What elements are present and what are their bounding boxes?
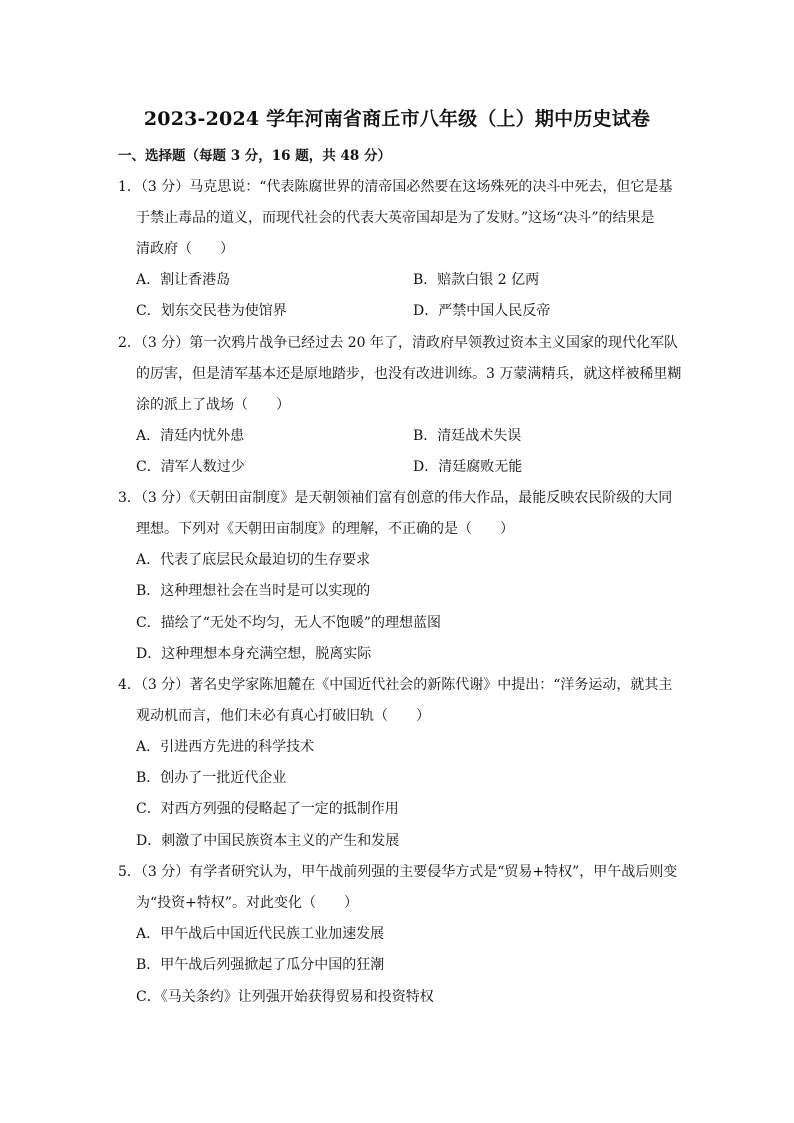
question-3-option-b[interactable]: B．这种理想社会在当时是可以实现的 bbox=[136, 583, 371, 599]
question-1-option-b[interactable]: B．赔款白银 2 亿两 bbox=[413, 272, 540, 288]
question-4-line-2: 观动机而言，他们未必有真心打破旧轨（ ） bbox=[136, 708, 430, 724]
question-2-line-2: 的厉害，但是清军基本还是原地踏步，也没有改进训练。3 万蒙满精兵，就这样被稀里糊 bbox=[136, 366, 682, 382]
question-3-line-1: 3．（3 分）《天朝田亩制度》是天朝领袖们富有创意的伟大作品，最能反映农民阶级的大同 bbox=[118, 490, 673, 506]
question-2-line-1: 2．（3 分）第一次鸦片战争已经过去 20 年了，清政府早领教过资本主义国家的现代化军队 bbox=[118, 335, 678, 351]
question-3-option-c[interactable]: C．描绘了“无处不均匀，无人不饱暖”的理想蓝图 bbox=[136, 615, 442, 631]
question-1-line-3: 清政府（ ） bbox=[136, 241, 234, 257]
question-5-line-1: 5．（3 分）有学者研究认为，甲午战前列强的主要侵华方式是“贸易+特权”，甲午战后则变 bbox=[118, 864, 678, 880]
question-1-line-2: 于禁止毒品的道义，而现代社会的代表大英帝国却是为了发财。”这场“决斗”的结果是 bbox=[136, 210, 655, 226]
question-2-option-b[interactable]: B．清廷战术失误 bbox=[413, 428, 522, 444]
question-2-line-3: 涂的派上了战场（ ） bbox=[136, 397, 290, 413]
question-4-option-b[interactable]: B．创办了一批近代企业 bbox=[136, 770, 287, 786]
question-2-option-d[interactable]: D．清廷腐败无能 bbox=[413, 459, 523, 475]
question-5-option-c[interactable]: C．《马关条约》让列强开始获得贸易和投资特权 bbox=[136, 989, 434, 1005]
question-4-option-d[interactable]: D．刺激了中国民族资本主义的产生和发展 bbox=[136, 833, 400, 849]
question-1-option-a[interactable]: A．割让香港岛 bbox=[136, 272, 231, 288]
question-3-line-2: 理想。下列对《天朝田亩制度》的理解，不正确的是（ ） bbox=[136, 521, 514, 537]
question-1-line-1: 1．（3 分）马克思说：“代表陈腐世界的清帝国必然要在这场殊死的决斗中死去，但它是基 bbox=[118, 179, 673, 195]
question-3-option-d[interactable]: D．这种理想本身充满空想，脱离实际 bbox=[136, 646, 372, 662]
question-1-option-d[interactable]: D．严禁中国人民反帝 bbox=[413, 303, 551, 319]
question-4-option-a[interactable]: A．引进西方先进的科学技术 bbox=[136, 739, 315, 755]
page-title: 2023-2024 学年河南省商丘市八年级（上）期中历史试卷 bbox=[143, 108, 651, 130]
question-5-option-b[interactable]: B．甲午战后列强掀起了瓜分中国的狂潮 bbox=[136, 957, 385, 973]
question-4-line-1: 4．（3 分）著名史学家陈旭麓在《中国近代社会的新陈代谢》中提出：“洋务运动，就其主 bbox=[118, 677, 673, 693]
question-5-option-a[interactable]: A．甲午战后中国近代民族工业加速发展 bbox=[136, 926, 385, 942]
section-heading: 一、选择题（每题 3 分，16 题，共 48 分） bbox=[118, 148, 391, 164]
question-4-option-c[interactable]: C．对西方列强的侵略起了一定的抵制作用 bbox=[136, 801, 399, 817]
question-3-option-a[interactable]: A．代表了底层民众最迫切的生存要求 bbox=[136, 552, 371, 568]
question-2-option-a[interactable]: A．清廷内忧外患 bbox=[136, 428, 245, 444]
question-2-option-c[interactable]: C．清军人数过少 bbox=[136, 459, 245, 475]
question-1-option-c[interactable]: C．划东交民巷为使馆界 bbox=[136, 303, 287, 319]
question-5-line-2: 为“投资+特权”。对此变化（ ） bbox=[136, 895, 359, 911]
